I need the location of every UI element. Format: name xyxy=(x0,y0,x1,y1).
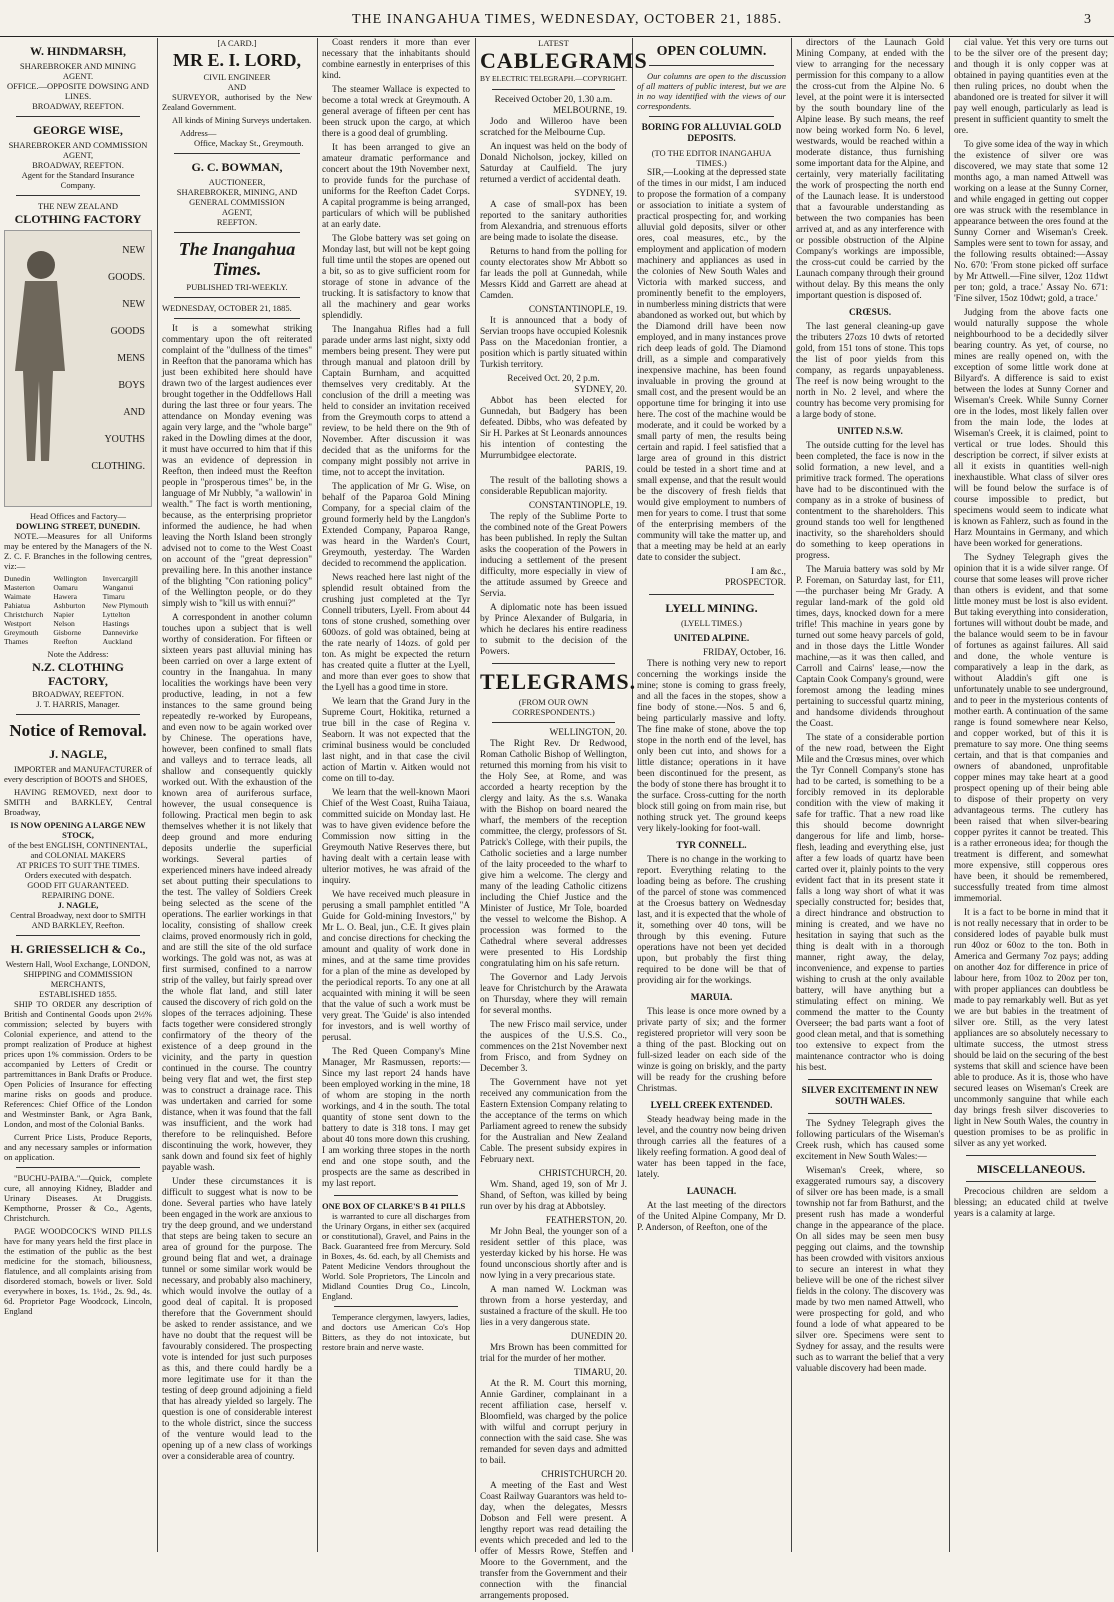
section-date: FRIDAY, October, 16. xyxy=(702,648,786,658)
ad-word: BOYS xyxy=(118,380,145,391)
divider xyxy=(16,1167,140,1168)
lyell-source: (LYELL TIMES.) xyxy=(681,618,742,628)
section-heading: UNITED ALPINE. xyxy=(673,634,750,644)
telegram-dateline: WELLINGTON, 20. xyxy=(549,728,627,738)
telegram-paragraph: A meeting of the East and West Coast Railway Guarantors was held to-day, when the delegates, Messrs Dobson and Fell were present. A lengthy report was read detailing the events which preceded and led to the offer of Messrs Rowe, Steffen and Moore to the Government, and the transfer from the Government and their connection with the financial arrangements proposed. xyxy=(480,1481,627,1601)
column-rule xyxy=(475,38,476,1552)
ad-nagle-signature-address: Central Broadway, next door to SMITH AND BARKLEY, Reefton. xyxy=(10,910,146,930)
column-rule xyxy=(317,38,318,1552)
column-7 xyxy=(954,38,1108,1552)
ad-word: GOODS. xyxy=(108,272,145,283)
town: Gisborne xyxy=(53,628,82,637)
news-paragraph: The Inangahua Rifles had a full parade under arms last night, sixty odd members being present. They were put through manual and platoon drill by Captain Burnham, and acquitted themselves very creditably. At the conclusion of the drill a meeting was held to consider an invitation received from the Greymouth corps to attend a review, to be held there on the 9th of November. After discussion it was decided that as the uniforms for the company might possibly not arrive in time, not to accept the invitation. xyxy=(322,325,470,478)
ad-wise-role: SHAREBROKER AND COMMISSION AGENT, xyxy=(8,140,148,160)
ad-price-lists: Current Price Lists, Produce Reports, and any necessary samples or information on application. xyxy=(4,1132,152,1162)
editorial-paragraph: Under these circumstances it is difficult to suggest what is now to be done. Several parties who have lately been engaged in the work are anxious to try the deep ground, and we understand that steps are being taken to secure an area of ground for the purpose. The ground being flat and wet, a drainage tunnel or some similar work would be necessary, and probably also machinery, which would involve the outlay of a good deal of capital. It is proposed therefore that the Government should be asked to render assistance, and we have no doubt that the request will be favourably considered. The prospecting vote is intended for just such purposes as this, and there could hardly be a more legitimate use for it than the testing of deep ground adjoining a field that has already yielded so largely. The question is one of considerable interest to the whole district, since the success of the venture would lead to the opening up of a new class of workings over a considerable area of country. xyxy=(162,1177,312,1462)
town: Dannevirke xyxy=(102,628,139,637)
news-paragraph: The Red Queen Company's Mine Manager, Mr Rasmussen, reports:—Since my last report 24 hands have been employed working in the mine, 18 of whom are stoping in the north workings, and 4 in the south. The total quantity of stone sent down to the battery to date is 318 tons. I may get about 40 tons more down this crushing. I am working three stopes in the north end and one stope south, and the prospects are the same as described in my last report. xyxy=(322,1047,470,1189)
news-paragraph: The steamer Wallace is expected to become a total wreck at Greymouth. A general average of fifteen per cent has been struck upon the cargo, at which there is a good deal of grumbling. xyxy=(322,85,470,139)
town: Reefton xyxy=(53,637,78,646)
ad-hop-bitters: Temperance clergymen, lawyers, ladies, and doctors use American Co's Hop Bitters, as they do not intoxicate, but restore brain and nerve waste. xyxy=(322,1312,470,1352)
telegram-dateline: FEATHERSTON, 20. xyxy=(545,1216,627,1226)
town: Christchurch xyxy=(4,610,44,619)
telegram-paragraph: The new Frisco mail service, under the auspices of the U.S.S. Co., commences on the 21st November next from Frisco, and from Sydney on December 3. xyxy=(480,1020,627,1074)
divider xyxy=(16,714,140,715)
ad-nagle-prices: AT PRICES TO SUIT THE TIMES. xyxy=(16,860,140,870)
telegram-dateline: CHRISTCHURCH 20. xyxy=(541,1470,627,1480)
cable-dateline: PARIS, 19. xyxy=(585,465,627,475)
telegram-paragraph: The Government have not yet received any communication from the Eastern Extension Company relating to the acceptance of the terms on which Parliament agreed to renew the subsidy for the Australian and New Zealand Cable. The present subsidy expires in February next. xyxy=(480,1078,627,1165)
cable-kicker: LATEST xyxy=(538,38,569,48)
column-rule xyxy=(632,38,633,1552)
section-heading: LAUNACH. xyxy=(686,1187,737,1197)
news-paragraph: It has been arranged to give an amateur dramatic performance and concert about the 19th November next, to provide funds for the purchase of uniforms for the Reefton Cadet Corps. A capital programme is being arranged, particulars of which will be published at an early date. xyxy=(322,143,470,230)
cablegrams-heading: CABLEGRAMS xyxy=(480,48,648,73)
towns-table xyxy=(4,574,152,646)
ad-woodcock-pills: PAGE WOODCOCK'S WIND PILLS have for many years held the first place in the estimation of the public as the best medicine for the stomach, biliousness, flatulence, and all complaints arising from disordered stomach, bowels or liver. Sold everywhere in boxes, 1s. 1½d., 2s. 9d., 4s. 6d. Proprietor Page Woodcock, Lincoln, England xyxy=(4,1226,152,1316)
news-paragraph: The Globe battery was set going on Monday last, but will not be kept going full time until the stopes are opened out a bit, so as to give sufficient room for storage of stone in advance of the trucking. It is satisfactory to know that all the machinery and gear works splendidly. xyxy=(322,234,470,321)
mining-paragraph: The Maruia battery was sold by Mr P. Foreman, on Saturday last, for £11,—the purchaser being Mr Grady. A regular land-mark of the gold old times, days, knocked down for a mere trifle! This machine in years gone by turned out some heavy parcels of gold, and in those days the Little Wonder machine,—as it was then called, and Carroll and Cairns' lease,—now the Captain Cook Company's ground, were foremost among the leading mines pertaining to successful quartz mining, and handsome dividends throughout the Coast. xyxy=(796,565,944,729)
ad-word: NEW xyxy=(122,245,145,256)
ad-clarkes-pills-text: is warranted to cure all discharges from the Urinary Organs, in either sex (acquired or constitutional), Gravel, and Pains in the Back. Guaranteed free from Mercury. Sold in Boxes, 4s. 6d. each, by all Chemists and Patent Medicine Vendors throughout the World. Sole Proprietors, The Lincoln and Midland Counties Drug Co., Lincoln, England. xyxy=(322,1211,470,1301)
open-column-disclaimer: Our columns are open to the discussion of all matters of public interest, but we are in no way identified with the views of our correspondents. xyxy=(637,71,786,111)
page-header xyxy=(0,8,1114,37)
divider xyxy=(649,116,774,117)
miscellaneous-paragraph: Precocious children are seldom a blessing; an educated child at twelve years is a calamity at large. xyxy=(954,1187,1108,1219)
news-paragraph: We learn that the well-known Maori Chief of the West Coast, Ruiha Taiaua, committed suicide on Monday last. He was to have given evidence before the Commission now sitting in the Greymouth Native Reserves there, but having dealt with a certain lease with ulterior motives, he was afraid of the inquiry. xyxy=(322,788,470,886)
ad-bowman-role-3: GENERAL COMMISSION xyxy=(189,197,285,207)
cable-paragraph: Jodo and Willeroo have been scratched for the Melbourne Cup. xyxy=(480,117,627,138)
ad-nagle-signature: J. NAGLE, xyxy=(57,900,99,910)
ad-nz-heading: THE NEW ZEALAND xyxy=(37,201,119,211)
silver-paragraph: cial value. Yet this very ore turns out to be the silver ore of the present day; and though it is only copper was at obtained in paying quantities even at the then ruling prices, no doubt when the abandoned ore is treated for silver it will pay well enough, particularly as lead is present in sufficient quantity to smelt the ore. xyxy=(954,38,1108,136)
ad-card-label: [A CARD.] xyxy=(217,38,257,48)
column-4 xyxy=(480,38,648,1601)
page-number: 3 xyxy=(1084,12,1092,27)
editorial-paragraph: A correspondent in another column touches upon a subject that is well worthy of consideration. For fifteen or sixteen years past alluvial mining has been carried on over a large extent of country in the Inangahua. In many localities the workings have been very productive, leading, in not a few instances to the same ground being repeatedly re-worked by Europeans, and even now to be again worked over by Chinese. The operations have, however, been confined to small flats and valleys and to terrace leads, all shallow and consequently quickly worked out. With the exhaustion of the known area of auriferous surface, however, the usual consequence is following. Practical men begin to ask themselves whether it is not likely that deep ground and more enduring deposits underlie the superficial workings. Several parties of experienced miners have indeed already set about putting their speculations to the test. The valley of Soldiers Creek being selected as the scene of the operations. The earlier workings in that locality, consisting of shallow creek claims, proved enormously rich in gold, and are still the site of the old surface workings. The gold was not, as was at first surmised, confined to a narrow strip of the valley, but fairly spread over the whole flat land, and still later caused the discovery of rich gold on the slopes of the terraces adjoining. These facts together were considered strongly confirmatory of the theory of the existence of a deep ground in the vicinity, and the party in question continued in the course. The country being very flat and wet, the first step was to construct a drainage race. This was undertaken and carried for some distance, when it was found that the fall was insufficient, and the work had therefore to be relinquished. Before discontinuing the work, however, they sank down and found six feet of highly payable wash. xyxy=(162,613,312,1173)
divider xyxy=(649,65,774,66)
divider xyxy=(174,153,300,154)
ad-wise-name: GEORGE WISE, xyxy=(33,123,123,137)
telegram-paragraph: The Governor and Lady Jervois leave for Christchurch by the Arawata on Thursday, where they will remain for several months. xyxy=(480,973,627,1016)
cable-dateline: MELBOURNE, 19. xyxy=(552,106,627,116)
mining-paragraph: The state of a considerable portion of the new road, between the Eight Mile and the Crœsus mines, over which the Tyr Connell Company's stone has had to be carted, is something to be a forcibly removed in its deplorable condition with the view of making it safe for traffic. That a new road like this should become downright dangerous for life and limb, horse-flesh, leading and everything else, just after a few loads of quartz have been carted over it, plainly points to the very evident fact that in its present state it falls a long way short of what it was specially constructed for; besides that, a direct hindrance and obstruction to mining is created, and we have no hesitation in saying that such as the thing is dealt with in a thorough manner, right away, the delay, inconvenience, and expense to parties wishing to crush at the only available battery, will have anything but a stimulating effect on mining. We commend the matter to the County Overseer; the bad parts want a foot of good clean metal, and that is something too extensive to expect from the maintenance contractor who is doing his best. xyxy=(796,733,944,1073)
cable-dateline: CONSTANTINOPLE, 19. xyxy=(528,305,627,315)
cable-received: Received October 20, 1.30 a.m. xyxy=(494,95,613,105)
mining-paragraph: This lease is once more owned by a private party of six; and the former registered proprietor will very soon be a thing of the past. Blocking out on full-sized leader on each side of the winze is going on briskly, and the party will be ready for the crushing before Christmas. xyxy=(637,1007,786,1094)
ad-bowman-name: G. C. BOWMAN, xyxy=(191,160,283,174)
ad-ship-to-order: SHIP TO ORDER any description of British and Continental Goods upon 2½% commission; selected by buyers with Colonial experience, and attend to the prompt realization of Produce at highest prices upon 1% commission. Orders to be accompanied by Letters of Credit or partremittances in Bank Drafts or Produce. Open Policies of Insurance for effecting marine risks on goods and produce. References: Chief Office of the London and Westminster Bank, or Agra Bank, London, and most of the Colonial Banks. xyxy=(4,999,152,1129)
ad-lord-name: MR E. I. LORD, xyxy=(172,50,301,70)
divider xyxy=(966,1181,1096,1182)
ad-head-office: Head Offices and Factory— xyxy=(30,511,126,521)
divider xyxy=(174,297,300,298)
ad-clarkes-pills-heading: ONE BOX OF CLARKE'S B 41 PILLS xyxy=(322,1201,466,1211)
town: Nelson xyxy=(53,619,75,628)
silver-paragraph: It is a fact to be borne in mind that it is not really necessary that in order to be considered lodes of payable bulk must run 40oz or 60oz to the ton. Both in America and Germany 7oz pays; adding on another 4oz for difference in price of labour here, from 10oz to 20oz per ton, with proper appliances can doubtless be made to pay remarkably well. But as yet we are but babies in the treatment of silver ore. Still, as the very latest appliances are so absolutely necessary to ultimate success, the utmost stress should be laid on the securing of the best systems that skill and science have been able to produce. As it is, those who have secured leases on Wiseman's Creek are uncommonly sanguine that while each day brings fresh silver discoveries to light in New South Wales, the country in question promises to be as prolific in silver as any yet worked. xyxy=(954,908,1108,1149)
cable-paragraph: It is announced that a body of Servian troops have occupied Kolesnik Pass on the Macedonian frontier, a position which is partly situated within Turkish territory. xyxy=(480,316,627,370)
town: Pahiatua xyxy=(4,601,31,610)
ad-word: NEW xyxy=(122,299,145,310)
ad-nagle-fit: GOOD FIT GUARANTEED. xyxy=(27,880,129,890)
ad-nzcf-address: BROADWAY, REEFTON. xyxy=(32,689,124,699)
ad-bowman-role: AUCTIONEER, xyxy=(208,177,266,187)
telegram-dateline: TIMARU, 20. xyxy=(574,1368,627,1378)
running-head: THE INANGAHUA TIMES, WEDNESDAY, OCTOBER 21, 1885. xyxy=(352,12,783,27)
town: Ashburton xyxy=(53,601,86,610)
divider xyxy=(16,116,140,117)
town: Thames xyxy=(4,637,29,646)
mining-paragraph: directors of the Launach Gold Mining Company, at ended with the view to arranging for the necessary permission for this company to a allow the cross-cut from the Alpine No. 6 level, at the point were it is intersected by the south boundary line of the Alpine lease. By such means, the reef now being worked form No. 6 level, westwards, would be reached within a moderate distance, thus furnishing some important data for the Alpine, and certainly, very materially facilitating the work of prospecting the north end of the Launach lease. It is understood that a favourable understanding as between the two companies has been arrived at, and as any interference with or possible obstruction of the Alpine Company's workings are impossible, the cross-cut could be carried by the Launach company through their ground without delay. By this means the only important question is disposed of. xyxy=(796,38,944,301)
telegram-paragraph: Wm. Shand, aged 19, son of Mr J. Shand, of Sefton, was killed by being run over by his drag at Abbotsley. xyxy=(480,1180,627,1212)
cable-paragraph: Abbot has been elected for Gunnedah, but Badgery has been defeated. Dibbs, who was defeated by Sir H. Parkes at St Leonards announces his intention of contesting the Murrumbidgee electorate. xyxy=(480,396,627,461)
ad-note-address: Note the Address: xyxy=(47,649,109,659)
silver-paragraph: The Sydney Telegraph gives the opinion that it is a wide silver range. Of course that some leases will prove richer than others is evident, and that some little money must be lost is also evident. But taking everything into consideration, fortunes will without doubt be made, and the balance would seem to be in favour of fortunes as against failures. All said and done, the whole venture is comparatively a leap in the dark, as without Aladdin's gift one is unfortunately unable to see underground, and to peer in the mysterious contents of mother earth. A continuation of the same range is found somewhere near Kelso, and copper worked, but of this it is premature to say more. One thing seems certain, and that is that companies and owners of abandoned, unprofitable copper mines may take heart at a good prospect opening up of their being able to dispose of their property on very advantageous terms. The cutlery has been raised that when silver-bearing copper pyrites it cannot be treated. This is a rather erroneous idea; for though the treatment is different, and somewhat more expensive, still copperous ores have been, it should be remembered, successfully treated from time almost immemorial. xyxy=(954,553,1108,904)
cable-dateline: SYDNEY, 20. xyxy=(574,385,627,395)
cable-paragraph: The reply of the Sublime Porte to the combined note of the Great Powers has been published. In reply the Sultan asks the cooperation of the Powers in inducing a settlement of the present difficulty, more especially in view of the attitude assumed by Greece and Servia. xyxy=(480,512,627,599)
ad-nagle-role: IMPORTER and MANUFACTURER of every description of BOOTS and SHOES, xyxy=(4,764,152,784)
town: Westport xyxy=(4,619,32,628)
letter-heading: BORING FOR ALLUVIAL GOLD DEPOSITS. xyxy=(641,123,782,144)
column-rule xyxy=(157,38,158,1552)
divider xyxy=(808,1079,932,1080)
ad-nagle-name: J. NAGLE, xyxy=(49,747,107,761)
divider xyxy=(16,195,140,196)
ad-hindmarsh-role: SHAREBROKER AND MINING AGENT. xyxy=(19,61,137,81)
open-column-heading: OPEN COLUMN. xyxy=(656,44,767,59)
ad-griesselich-name: H. GRIESSELICH & Co., xyxy=(10,942,146,956)
telegram-paragraph: Mrs Brown has been committed for trial for the murder of her mother. xyxy=(480,1343,627,1364)
cable-dateline: SYDNEY, 19. xyxy=(574,189,627,199)
ad-nagle-orders: Orders executed with despatch. xyxy=(24,870,132,880)
divider xyxy=(334,1306,458,1307)
cable-paragraph: A case of small-pox has been reported to the sanitary authorities from Alexandria, and strenuous efforts are being made to isolate the disease. xyxy=(480,200,627,243)
ad-lord-and: AND xyxy=(227,82,247,92)
ad-bowman-agent: AGENT, xyxy=(221,207,253,217)
letter-signoff: I am &c., xyxy=(750,567,786,577)
divider xyxy=(16,935,140,936)
section-heading: CRŒSUS. xyxy=(848,308,892,318)
silver-heading: SILVER EXCITEMENT IN NEW SOUTH WALES. xyxy=(801,1086,939,1107)
silver-paragraph: Wiseman's Creek, where, so exaggerated rumours say, a discovery of silver ore has been made, is a small township not far from Bathurst, and the present rush has made a wonderful change in the appearance of the place. On all sides may be seen men busy pegging out claims, and the township has been crowded with visitors anxious to secure an interest in what they believe will be one of the richest silver fields in the colony. The discovery was made by two men named Attwell, who were prospecting for gold, and who found a lode of what appeared to be silver ore. Specimens were sent to Sydney for assay, and the results were such as to warrant the belief that a very valuable discovery had been made. xyxy=(796,1166,944,1374)
divider xyxy=(492,89,615,90)
ad-nagle-repair: REPAIRING DONE. xyxy=(41,890,115,900)
editorial-paragraph: It is a somewhat striking commentary upon the oft reiterated complaint of the "dullness of the times" in Reefton that the panorama which has just been exhibited here should have drawn two of the largest audiences ever brought together in the Oddfellows Hall during the last three or four years. The attendance on Monday evening was again very large, and the "whole barge" raked in the Dowling dimes at the door, it must have occurred to him that if this was an evidence of depression in Reefton, then indeed must the Reefton people in "prosperous times" be, in the language of Mr Nubbly, "a wallowin' in wealth." The fact is worth mentioning, because, as the enterprising proprietor informed the audience, he had when leaving the North Island been strongly advised not to come to the West Coast on account of the "great depression" prevailing here. In this another instance of the blighting "Con rationing policy" of the Wellington people, or do they simply wish to "kill us with ennui?" xyxy=(162,324,312,609)
silver-paragraph: To give some idea of the way in which the existence of silver ore was discovered, we may state that some 12 months ago, a man named Attwell was working on a lease at the Sunny Corner, and while engaged in getting out copper ore was struck with the resemblance in appearance between the ores found at the Sunny Corner and Wiseman's Creek. Samples were sent to town for assay, and the following results obtained:—Assay No. 670: 'From stone picked off surface by Mr Attwell.—Fine silver, 12oz 11dwt per ton; gold, a trace.' Assay No. 671: 'Fine silver, 15oz 10dwt; gold, a trace.' xyxy=(954,140,1108,304)
lyell-mining-heading: LYELL MINING. xyxy=(665,601,758,615)
divider xyxy=(492,663,615,664)
silver-paragraph: The Sydney Telegraph gives the following particulars of the Wiseman's Creek rush, which has caused some excitement in New South Wales:— xyxy=(796,1119,944,1162)
divider xyxy=(966,1155,1096,1156)
town: Hastings xyxy=(102,619,130,628)
ad-griesselich-role: SHIPPING and COMMISSION MERCHANTS, xyxy=(23,969,133,989)
column-rule xyxy=(949,38,950,1552)
cable-dateline: CONSTANTINOPLE, 19. xyxy=(528,501,627,511)
news-paragraph: We learn that the Grand Jury in the Supreme Court, Hokitika, returned a true bill in the case of Regina v. Seaborn. It was not expected that the criminal business would be concluded last night, and in that case the civil action of Martin v. Aitken would not come on till to-day. xyxy=(322,697,470,784)
town: Hawera xyxy=(53,592,77,601)
town: Napier xyxy=(53,610,74,619)
mining-paragraph: At the last meeting of the directors of the United Alpine Company, Mr D. P. Anderson, of Reefton, one of the xyxy=(637,1201,786,1233)
ad-griesselich-address: Western Hall, Wool Exchange, LONDON, xyxy=(5,959,151,969)
miscellaneous-heading: MISCELLANEOUS. xyxy=(976,1162,1086,1176)
news-paragraph: Coast renders it more than ever necessary that the inhabitants should combine earnestly in enterprises of this kind. xyxy=(322,38,470,81)
town: Invercargill xyxy=(102,574,138,583)
telegram-dateline: DUNEDIN 20. xyxy=(570,1332,627,1342)
divider xyxy=(649,594,774,595)
ad-clothing-factory: CLOTHING FACTORY xyxy=(14,212,142,226)
telegrams-subheading: (FROM OUR OWN CORRESPONDENTS.) xyxy=(512,697,595,717)
ad-word: YOUTHS xyxy=(104,434,145,445)
ad-nagle-open: IS NOW OPENING A LARGE NEW STOCK, xyxy=(10,820,146,840)
section-heading: UNITED N.S.W. xyxy=(837,427,903,437)
cable-paragraph: The result of the balloting shows a considerable Republican majority. xyxy=(480,476,627,497)
town: Timaru xyxy=(102,592,125,601)
ad-word-list xyxy=(91,237,145,480)
cable-paragraph: A diplomatic note has been issued by Prince Alexander of Bulgaria, in which he declares his entire readiness to submit to the decision of the Powers. xyxy=(480,603,627,657)
cable-received: Received Oct. 20, 2 p.m. xyxy=(507,374,600,384)
column-1 xyxy=(4,38,152,1552)
ad-nagle-stock: of the best ENGLISH, CONTINENTAL, and COLONIAL MAKERS xyxy=(8,840,148,860)
ad-word: GOODS xyxy=(110,326,145,337)
ad-clothing-illustration xyxy=(4,230,152,507)
paper-frequency: PUBLISHED TRI-WEEKLY. xyxy=(186,282,288,292)
editorial-date: WEDNESDAY, OCTOBER 21, 1885. xyxy=(162,303,292,313)
divider xyxy=(174,318,300,319)
ad-word: MENS xyxy=(117,353,145,364)
ad-wise-address: BROADWAY, REEFTON. xyxy=(32,160,124,170)
section-heading: LYELL CREEK EXTENDED. xyxy=(650,1101,773,1111)
divider xyxy=(174,232,300,233)
ad-note: NOTE.—Measures for all Uniforms may be entered by the Managers of the N. Z. C. F. Branches in the following centres, viz:— xyxy=(4,531,152,571)
ad-bowman-town: REEFTON. xyxy=(216,217,258,227)
mining-paragraph: There is nothing very new to report concerning the workings inside the mine; stone is coming to grass freely, and all the faces in the stopes, show a fine body of stone.—Nos. 5 and 6, being particularly massive and lofty. The fine make of stone, above the top stope in the north end of the level, has only been cut into, and shows for a little distance; operations in it have been discontinued for the present, as the body of stone there has brought it to the surface. Cross-cutting for the north block still going on from main rise, but nothing struck yet. The ground keeps very likely-looking for foot-wall. xyxy=(637,659,786,834)
cable-paragraph: An inquest was held on the body of Donald Nicholson, jockey, killed on Saturday at Caulfield. The jury returned a verdict of accidental death. xyxy=(480,142,627,185)
divider xyxy=(334,1195,458,1196)
mining-paragraph: Steady headway being made in the level, and the country now being driven through carries all the features of a likely reefing formation. A good deal of water has been tapped in the face, lately. xyxy=(637,1115,786,1180)
town: Oamaru xyxy=(53,583,78,592)
telegrams-heading: TELEGRAMS. xyxy=(480,669,637,694)
ad-wise-note: Agent for the Standard Insurance Company. xyxy=(21,170,135,190)
letter-body: SIR,—Looking at the depressed state of the times in our midst, I am induced to propose the formation of a company or association to initiate a system of practical prospecting for, and working alluvial gold deposits, silver or other ores, coal measures, etc., by the employment and application of modern machinery and appliances as used in the colonies of New South Wales and Victoria with marked success, and prominently benefit to the employers, in numberless mining districts that were abandoned as worked out, but which by the Diamond drill have been now employed, and in many instances prove rich deep leads of gold. The Diamond drill, as a simple and comparatively inexpensive machine, has been found invaluable in proving the ground at small cost, and the present would be an opportune time for bringing it into use here. The cost of the machine would be moderate, and it could be worked by a small party of men, the results being certain and rapid. I feel satisfied that a large area of ground in this district could be tested in a short time and at small expense, and that the result would be the discovery of fresh fields that would give employment to numbers of men for years to come. I trust that some of the enterprising members of the community will take the matter up, and that a meeting may be held at an early date to consider the subject. xyxy=(637,168,786,563)
silver-paragraph: Judging from the above facts one would naturally suppose the whole neighbourhood to be a decidedly silver bearing country. As yet, of course, no mines are really opened on, with the exception of some little work done at Bilyard's. A difference is said to exist between the lodes at Sunny Corner and Wiseman's Creek. While Sunny Corner ore in the lodes, most likely fallen over from the main lode, the lodes at Wiseman's Creek, it is claimed, point to vertical or true lodes. Should this description be correct, if silver exists at all it exists in quantities well-nigh inexhaustible. What class of silver ores will be found below the surface is of course impossible to predict, but specimens would seem to indicate what is known as Fahlerz, such as found in the Harz Mountains in Germany, and which have been worked for generations. xyxy=(954,308,1108,549)
telegram-dateline: CHRISTCHURCH, 20. xyxy=(538,1169,627,1179)
mining-paragraph: The outside cutting for the level has been completed, the face is now in the solid formation, a new level, and a primitive track formed. The operations have had to be discontinued with the company as in a stroke of business of contentment to the shareholders. This ground stands too well for lengthened inactivity, so the shareholders should do something to keep operations in progress. xyxy=(796,441,944,561)
town: Wellington xyxy=(53,574,87,583)
telegram-paragraph: Mr John Beal, the younger son of a resident settler of this place, was yesterday kicked by his horse. He was found unconscious shortly after and is now lying in a very precarious state. xyxy=(480,1227,627,1281)
mining-paragraph: There is no change in the working to report. Everything relating to the loading being as before. The crushing of the parcel of stone was commenced at the Croesus battery on Wednesday last, and it is expected that the whole of it, something over 40 tons, will be through by this evening. Future operations have not been yet decided upon, but probably the first thing required to be done will be that of providing air for the workings. xyxy=(637,855,786,986)
ad-dowling: DOWLING STREET, DUNEDIN. xyxy=(15,521,141,531)
ad-lord-address: Office, Mackay St., Greymouth. xyxy=(194,138,304,148)
town: Lyttelton xyxy=(102,610,131,619)
cable-copyright: BY ELECTRIC TELEGRAPH.—COPYRIGHT. xyxy=(480,74,627,83)
news-paragraph: We have received much pleasure in perusing a small pamphlet entitled "A Guide for Gold-mining Investors," by Mr L. O. Beal, jun., C.E. It gives plain and concise directions for checking the amount and quality of work done in mines, and at the same time provides for a plan of the mine as developed by the periodical reports. To any one at all acquainted with mining it will be seen that the value of such a work must be very great. The 'Guide' is also intended for investors, and is well worthy of perusal. xyxy=(322,890,470,1043)
ad-hindmarsh-address: BROADWAY, REEFTON. xyxy=(32,101,124,111)
ad-nzcf: N.Z. CLOTHING FACTORY, xyxy=(32,660,124,688)
ad-lord-text: SURVEYOR, authorised by the New Zealand Government. xyxy=(162,92,312,112)
town: Auckland xyxy=(102,637,133,646)
telegram-paragraph: At the R. M. Court this morning, Annie Gardiner, complainant in a recent affiliation case, herself v. Bloomfield, was charged by the police with wilful and corrupt perjury in connection with the said case. She was remanded for seven days and admitted to bail. xyxy=(480,1379,627,1466)
column-3 xyxy=(322,38,470,1552)
ad-removal-heading: Notice of Removal. xyxy=(9,721,147,740)
letter-signature: PROSPECTOR. xyxy=(724,578,786,588)
ad-lord-surveys: All kinds of Mining Surveys undertaken. xyxy=(172,115,312,125)
town: Greymouth xyxy=(4,628,39,637)
town: Waimate xyxy=(4,592,31,601)
ad-hindmarsh-name: W. HINDMARSH, xyxy=(30,44,126,58)
section-heading: MARUIA. xyxy=(690,993,733,1003)
ad-nzcf-manager: J. T. HARRIS, Manager. xyxy=(36,699,120,709)
mining-paragraph: The last general cleaning-up gave the tributers 27ozs 10 dwts of retorted gold, from 151 tons of stone. This tops the list of poor yields from this company, as regards unpayableness. The reef is now being wrought to the north in No. 2 level, and where the country has become very promising for a large body of stone. xyxy=(796,322,944,420)
telegram-paragraph: A man named W. Lockman was thrown from a horse yesterday, and sustained a fracture of the skull. He too lies in a very dangerous state. xyxy=(480,1285,627,1328)
ad-nagle-removed: HAVING REMOVED, next door to SMITH and BARKLEY, Central Broadway, xyxy=(4,787,152,817)
ad-word: CLOTHING. xyxy=(91,461,145,472)
news-paragraph: News reached here last night of the splendid result obtained from the crushing just completed at the Tyr Connell tributers, Lyell. From about 44 tons of stone crushed, something over 600ozs. of gold was obtained, being at the rate nearly of 14ozs. of gold per ton. As might be expected the return has created quite a flutter at the Lyell, and more than ever goes to show that the Lyell has a good time in store. xyxy=(322,573,470,693)
ad-hindmarsh-office: OFFICE.—OPPOSITE DOWSING AND LINES. xyxy=(7,81,149,101)
telegram-paragraph: The Right Rev. Dr Redwood, Roman Catholic Bishop of Wellington, returned this morning from his visit to the Holy See, at Rome, and was accorded a hearty reception by the clergy and laity. As the s.s. Wanaka with the Bishop on board neared the wharf, the members of the reception committee, the clergy, professors of St. Patrick's College, with their pupils, the Catholic societies and a large number of the laity proceeded to the wharf to give him a welcome. The clergy and many of the leading Catholic citizens including the Chief Justice and the Minister of Justice, Mr Tole, boarded the vessel to welcome the Bishop. A procession was formed to the Cathedral where several addresses were presented to His Lordship congratulating him on his safe return. xyxy=(480,739,627,969)
news-paragraph: The application of Mr G. Wise, on behalf of the Paparoa Gold Mining Company, for a special claim of the ground formerly held by the Langdon's Extended Company, Paparoa Range, was heard in the Warden's Court, Greymouth, yesterday. The Warden decided to recommend the application. xyxy=(322,482,470,569)
ad-word: AND xyxy=(123,407,145,418)
town: New Plymouth xyxy=(102,601,149,610)
section-heading: TYR CONNELL. xyxy=(676,841,747,851)
column-rule xyxy=(791,38,792,1552)
town: Wanganui xyxy=(102,583,134,592)
town: Dunedin xyxy=(4,574,31,583)
ad-bowman-role-2: SHAREBROKER, MINING, AND xyxy=(176,187,298,197)
town: Masterton xyxy=(4,583,35,592)
letter-address: (TO THE EDITOR INANGAHUA TIMES.) xyxy=(651,148,772,168)
column-2 xyxy=(162,38,312,1552)
ad-griesselich-established: ESTABLISHED 1855. xyxy=(39,989,117,999)
paper-nameplate: The Inangahua Times. xyxy=(178,239,296,279)
ad-lord-role: CIVIL ENGINEER xyxy=(203,72,271,82)
column-6 xyxy=(796,38,944,1552)
ad-buchu-paiba: "BUCHU-PAIBA."—Quick, complete cure, all annoying Kidney, Bladder and Urinary Diseases. At Druggists. Kempthorne, Prosser & Co., Agents, Christchurch. xyxy=(4,1173,152,1223)
column-5 xyxy=(637,38,786,1552)
ad-lord-address-label: Address— xyxy=(180,128,217,138)
divider xyxy=(492,722,615,723)
cable-paragraph: Returns to hand from the polling for county electorates show Mr Abbott so far leads the poll at Gunnedah, while Messrs Kidd and Garrett are ahead at Camden. xyxy=(480,247,627,301)
divider xyxy=(808,1113,932,1114)
